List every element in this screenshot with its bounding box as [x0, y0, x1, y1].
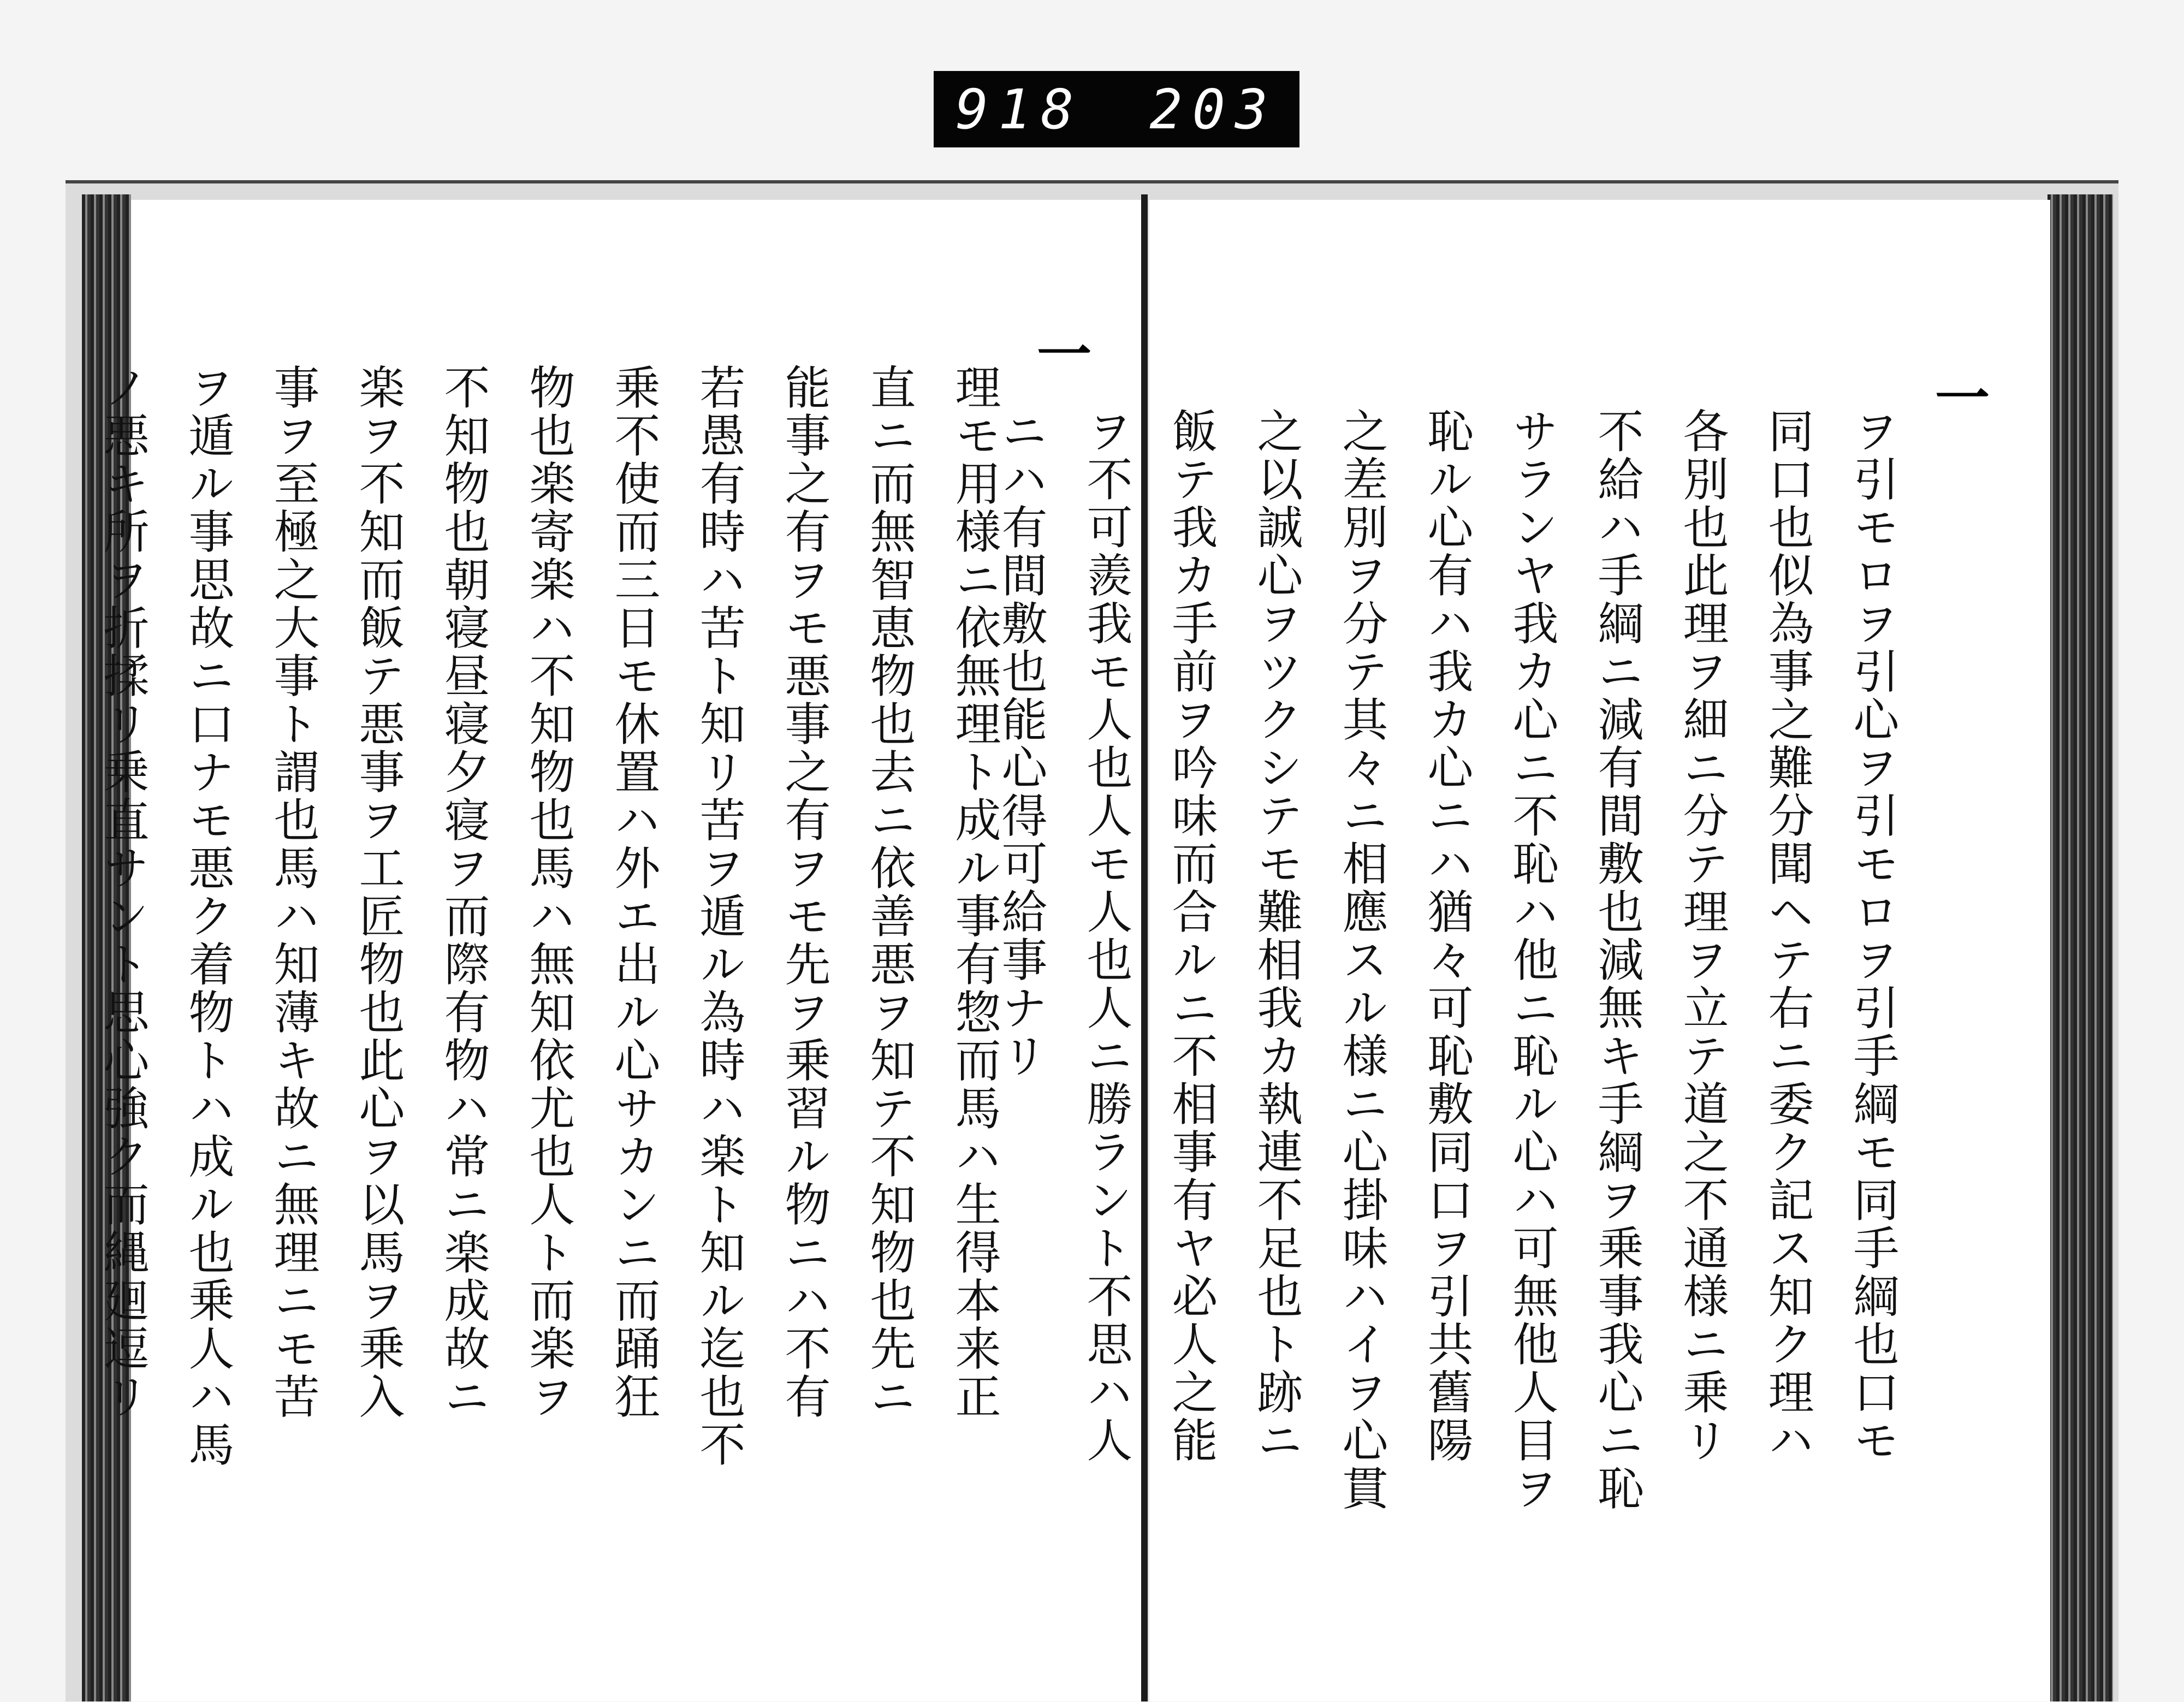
section-mark: 一	[1926, 369, 1990, 424]
frame-number: 203	[1149, 77, 1278, 141]
text-column: 楽ヲ不知而飯テ悪事ヲ工匠物也此心ヲ以馬ヲ乗入	[352, 364, 405, 1421]
section-mark: 一	[1028, 325, 1092, 380]
text-column: ヲ遁ル事思故ニ口ナモ悪ク着物トハ成ル也乗人ハ馬	[181, 364, 235, 1469]
text-column: 之差別ヲ分テ其々ニ相應スル様ニ心掛味ハイヲ心貫	[1335, 407, 1388, 1513]
left-page-text	[91, 325, 1092, 1469]
text-column: 之以誠心ヲツクシテモ難相我カ執連不足也ト跡ニ	[1250, 407, 1303, 1464]
right-page	[994, 200, 2050, 1701]
text-column: 物也楽寄楽ハ不知物也馬ハ無知依尤也人ト而楽ヲ	[522, 364, 575, 1421]
text-column: 理モ用様ニ依無理ト成ル事有惣而馬ハ生得本来正	[948, 364, 1001, 1421]
right-page-edge	[2048, 194, 2113, 1701]
text-column: ヲ引モロヲ引心ヲ引モロヲ引手綱モ同手綱也口モ	[1846, 407, 1900, 1464]
text-column: ノ悪キ所ヲ折揉リ乗直サント思心強ク而縄廻逗リ	[96, 364, 150, 1421]
text-column: ヲ不可羨我モ人也人モ人也人ニ勝ラント不思ハ人	[1079, 407, 1133, 1464]
right-page-text	[989, 369, 1990, 1513]
frame-id-label	[934, 71, 1299, 147]
text-column: 不給ハ手綱ニ減有間敷也減無キ手綱ヲ乗事我心ニ恥	[1590, 407, 1644, 1513]
text-column: 能事之有ヲモ悪事之有ヲモ先ヲ乗習ル物ニハ不有	[778, 364, 831, 1421]
text-column: 直ニ而無智恵物也去ニ依善悪ヲ知テ不知物也先ニ	[863, 364, 916, 1421]
reel-number: 918	[956, 77, 1084, 141]
text-column: 乗不使而三日モ休置ハ外エ出ル心サカンニ而踊狂	[607, 364, 661, 1421]
text-column: 事ヲ至極之大事ト謂也馬ハ知薄キ故ニ無理ニモ苦	[266, 364, 320, 1421]
text-column: サランヤ我カ心ニ不恥ハ他ニ恥ル心ハ可無他人目ヲ	[1505, 407, 1559, 1513]
text-column: 若愚有時ハ苦ト知リ苦ヲ遁ル為時ハ楽ト知ル迄也不	[692, 364, 746, 1469]
text-column: 各別也此理ヲ細ニ分テ理ヲ立テ道之不通様ニ乗リ	[1676, 407, 1729, 1464]
text-column: 同口也似為事之難分聞ヘテ右ニ委ク記ス知ク理ハ	[1761, 407, 1814, 1464]
text-column: 飯テ我カ手前ヲ吟味而合ルニ不相事有ヤ必人之能	[1165, 407, 1218, 1464]
book-spread	[66, 180, 2118, 1701]
text-column: 不知物也朝寝昼寝夕寝ヲ而際有物ハ常ニ楽成故ニ	[437, 364, 490, 1421]
text-column: 恥ル心有ハ我カ心ニハ猶々可恥敷同口ヲ引共舊陽	[1420, 407, 1474, 1464]
text-column: ニハ有間敷也能心得可給事ナリ	[994, 407, 1048, 1080]
